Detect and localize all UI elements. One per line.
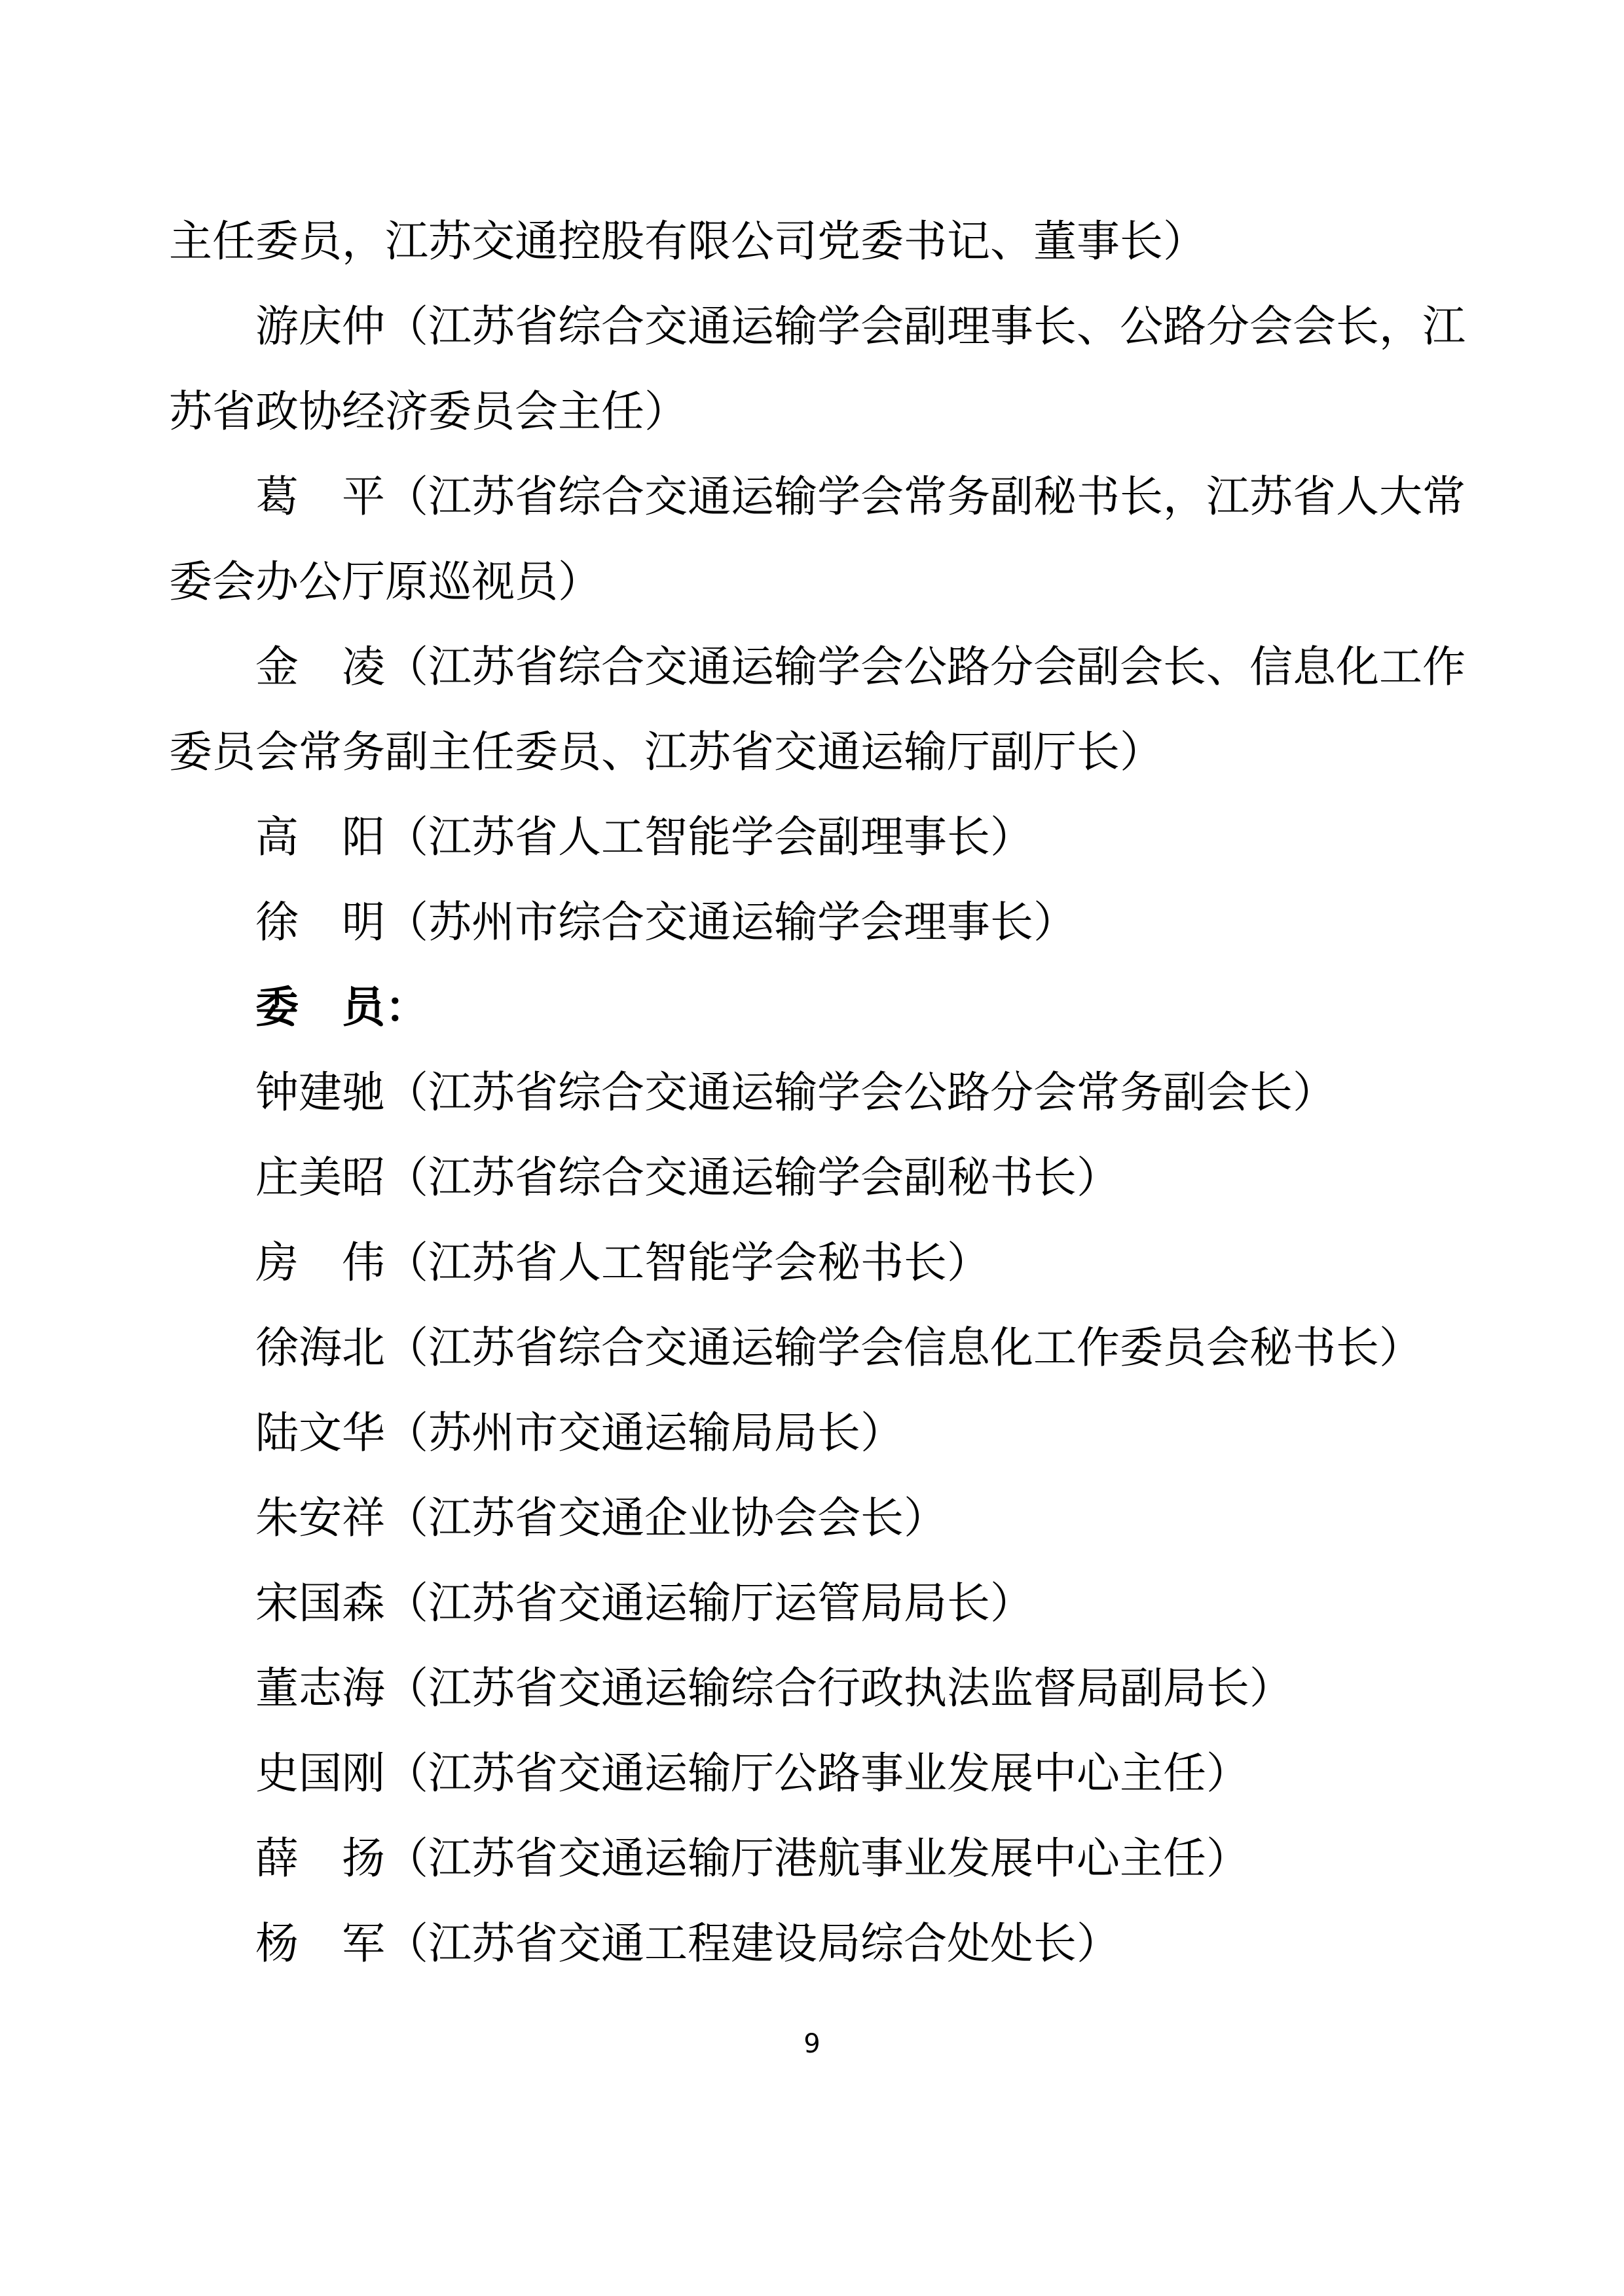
- paragraph: 陆文华（苏州市交通运输局局长）: [255, 1410, 904, 1457]
- paragraph: 宋国森（江苏省交通运输厅运管局局长）: [255, 1580, 1033, 1628]
- paragraph: 庄美昭（江苏省综合交通运输学会副秘书长）: [255, 1154, 1120, 1202]
- paragraph: 葛 平（江苏省综合交通运输学会常务副秘书长，江苏省人大常委会办公厅原巡视员）: [169, 473, 1466, 606]
- paragraph: 杨 军（江苏省交通工程建设局综合处处长）: [255, 1920, 1120, 1968]
- section-heading: 委 员：: [255, 984, 428, 1032]
- paragraph: 徐 明（苏州市综合交通运输学会理事长）: [255, 899, 1077, 947]
- paragraph: 房 伟（江苏省人工智能学会秘书长）: [255, 1239, 990, 1287]
- paragraph: 钟建驰（江苏省综合交通运输学会公路分会常务副会长）: [255, 1069, 1336, 1117]
- page-number: 9: [803, 2029, 821, 2059]
- body-text: [169, 200, 1466, 1987]
- paragraph: 高 阳（江苏省人工智能学会副理事长）: [255, 814, 1033, 862]
- paragraph: 薛 扬（江苏省交通运输厅港航事业发展中心主任）: [255, 1835, 1249, 1883]
- paragraph: 游庆仲（江苏省综合交通运输学会副理事长、公路分会会长，江苏省政协经济委员会主任）: [169, 303, 1466, 436]
- paragraph: 董志海（江苏省交通运输综合行政执法监督局副局长）: [255, 1665, 1293, 1713]
- paragraph: 主任委员，江苏交通控股有限公司党委书记、董事长）: [169, 218, 1206, 266]
- paragraph: 朱安祥（江苏省交通企业协会会长）: [255, 1495, 947, 1542]
- paragraph: 史国刚（江苏省交通运输厅公路事业发展中心主任）: [255, 1750, 1249, 1798]
- paragraph: 金 凌（江苏省综合交通运输学会公路分会副会长、信息化工作委员会常务副主任委员、江苏省交通运输厅副厅长）: [169, 644, 1466, 776]
- paragraph: 徐海北（江苏省综合交通运输学会信息化工作委员会秘书长）: [255, 1324, 1422, 1372]
